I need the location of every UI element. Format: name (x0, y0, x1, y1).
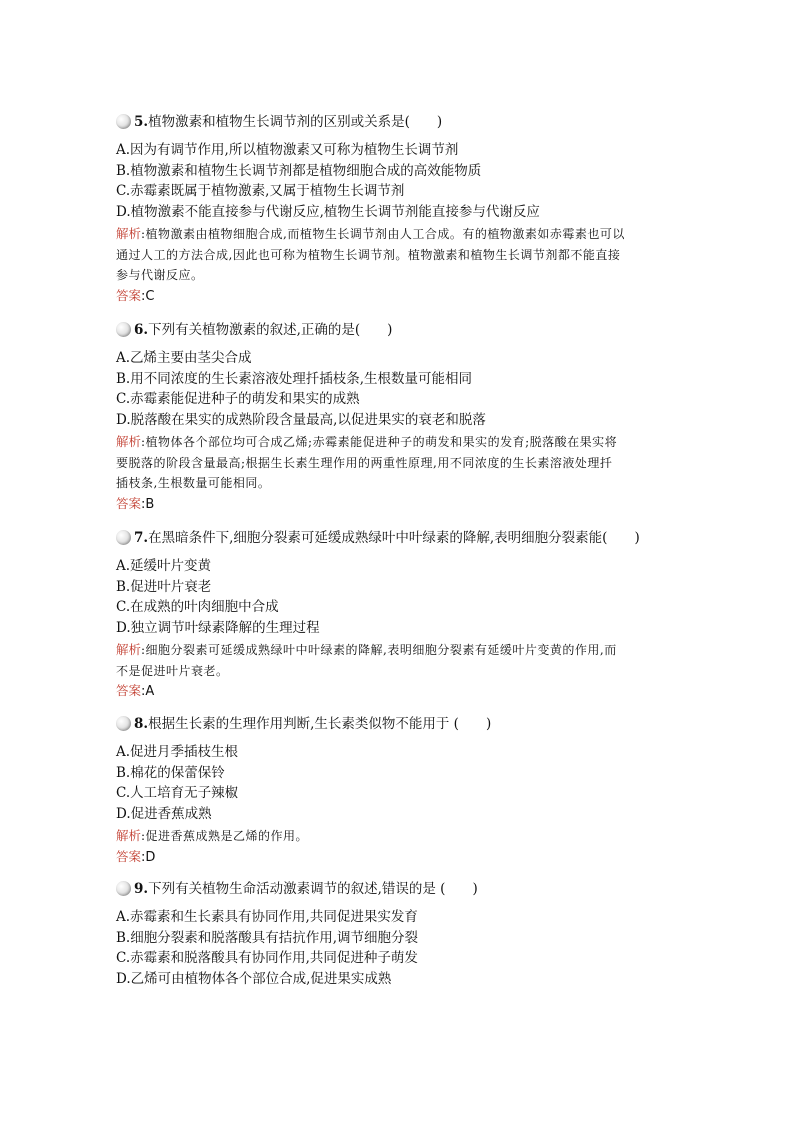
options-list (116, 140, 696, 222)
option-d: D.植物激素不能直接参与代谢反应,植物生长调节剂能直接参与代谢反应 (116, 203, 540, 220)
question-bullet-icon (116, 322, 131, 337)
question-header (116, 526, 696, 550)
option-a: A.延缓叶片变黄 (116, 558, 212, 574)
explanation-label: 解析 (116, 434, 142, 449)
option-d: D.独立调节叶绿素降解的生理过程 (116, 619, 320, 636)
answer-value: :B (141, 496, 155, 512)
question-number: 8. (134, 716, 149, 732)
explanation (116, 640, 696, 681)
explanation-line: 通过人工的方法合成,因此也可称为植物生长调节剂。植物激素和植物生长调节剂都不能直接 (116, 247, 621, 262)
option-b: B.植物激素和植物生长调节剂都是植物细胞合成的高效能物质 (116, 162, 482, 179)
answer-label: 答案 (116, 287, 142, 303)
question-number: 5. (134, 114, 149, 130)
option-b: B.用不同浓度的生长素溶液处理扦插枝条,生根数量可能相同 (116, 370, 473, 387)
explanation-line: :植物体各个部位均可合成乙烯;赤霉素能促进种子的萌发和果实的发育;脱落酸在果实将 (141, 435, 618, 449)
question-9 (116, 877, 696, 989)
option-d: D.乙烯可由植物体各个部位合成,促进果实成熟 (116, 970, 392, 987)
question-bullet-icon (116, 716, 131, 731)
option-a: A.乙烯主要由茎尖合成 (116, 350, 252, 366)
explanation-line: :植物激素由植物细胞合成,而植物生长调节剂由人工合成。有的植物激素如赤霉素也可以 (141, 227, 625, 241)
answer-value: :A (141, 684, 155, 699)
question-stem: 植物激素和植物生长调节剂的区别或关系是( ) (148, 114, 443, 130)
options-list (116, 348, 696, 430)
answer (116, 847, 696, 869)
question-header (116, 110, 696, 134)
explanation-label: 解析 (116, 828, 142, 843)
explanation (116, 224, 696, 286)
explanation (116, 826, 696, 847)
question-stem: 根据生长素的生理作用判断,生长素类似物不能用于 ( ) (148, 716, 492, 732)
explanation-label: 解析 (116, 642, 142, 657)
answer-label: 答案 (116, 683, 142, 698)
option-b: B.细胞分裂素和脱落酸具有拮抗作用,调节细胞分裂 (116, 929, 419, 946)
option-b: B.促进叶片衰老 (116, 578, 212, 595)
answer (116, 681, 696, 703)
explanation (116, 432, 696, 494)
explanation-label: 解析 (116, 226, 142, 241)
question-header (116, 712, 696, 736)
question-6 (116, 318, 696, 515)
question-header (116, 877, 696, 901)
explanation-line: :促进香蕉成熟是乙烯的作用。 (141, 829, 309, 843)
explanation-line: 参与代谢反应。 (116, 268, 204, 282)
question-stem: 在黑暗条件下,细胞分裂素可延缓成熟绿叶中叶绿素的降解,表明细胞分裂素能( ) (148, 530, 640, 546)
question-8 (116, 712, 696, 868)
option-d: D.促进香蕉成熟 (116, 805, 212, 822)
explanation-line: :细胞分裂素可延缓成熟绿叶中叶绿素的降解,表明细胞分裂素有延缓叶片变黄的作用,而 (141, 643, 617, 657)
options-list (116, 556, 696, 638)
question-7 (116, 526, 696, 703)
explanation-line: 不是促进叶片衰老。 (116, 663, 229, 678)
option-c: C.赤霉素既属于植物激素,又属于植物生长调节剂 (116, 183, 405, 199)
question-number: 9. (134, 881, 149, 897)
answer-label: 答案 (116, 848, 142, 864)
option-c: C.在成熟的叶肉细胞中合成 (116, 599, 279, 615)
option-a: A.因为有调节作用,所以植物激素又可称为植物生长调节剂 (116, 142, 459, 158)
explanation-line: 要脱落的阶段含量最高;根据生长素生理作用的两重性原理,用不同浓度的生长素溶液处理扦 (116, 455, 613, 470)
question-number: 6. (134, 322, 149, 338)
options-list (116, 907, 696, 989)
question-header (116, 318, 696, 342)
question-5 (116, 110, 696, 307)
options-list (116, 742, 696, 824)
option-b: B.棉花的保蕾保铃 (116, 764, 225, 781)
option-c: C.赤霉素能促进种子的萌发和果实的成熟 (116, 391, 360, 407)
answer-label: 答案 (116, 495, 142, 511)
option-a: A.赤霉素和生长素具有协同作用,共同促进果实发育 (116, 909, 418, 925)
option-c: C.人工培育无子辣椒 (116, 785, 239, 801)
question-stem: 下列有关植物激素的叙述,正确的是( ) (148, 322, 393, 338)
explanation-line: 插枝条,生根数量可能相同。 (116, 476, 271, 490)
question-stem: 下列有关植物生命活动激素调节的叙述,错误的是 ( ) (148, 881, 478, 897)
answer (116, 286, 696, 308)
question-number: 7. (134, 530, 149, 546)
answer (116, 494, 696, 516)
answer-value: :D (141, 849, 156, 865)
option-d: D.脱落酸在果实的成熟阶段含量最高,以促进果实的衰老和脱落 (116, 411, 486, 428)
question-bullet-icon (116, 114, 131, 129)
option-a: A.促进月季插枝生根 (116, 744, 239, 760)
answer-value: :C (141, 288, 155, 304)
question-bullet-icon (116, 530, 131, 545)
question-bullet-icon (116, 881, 131, 896)
option-c: C.赤霉素和脱落酸具有协同作用,共同促进种子萌发 (116, 950, 418, 966)
